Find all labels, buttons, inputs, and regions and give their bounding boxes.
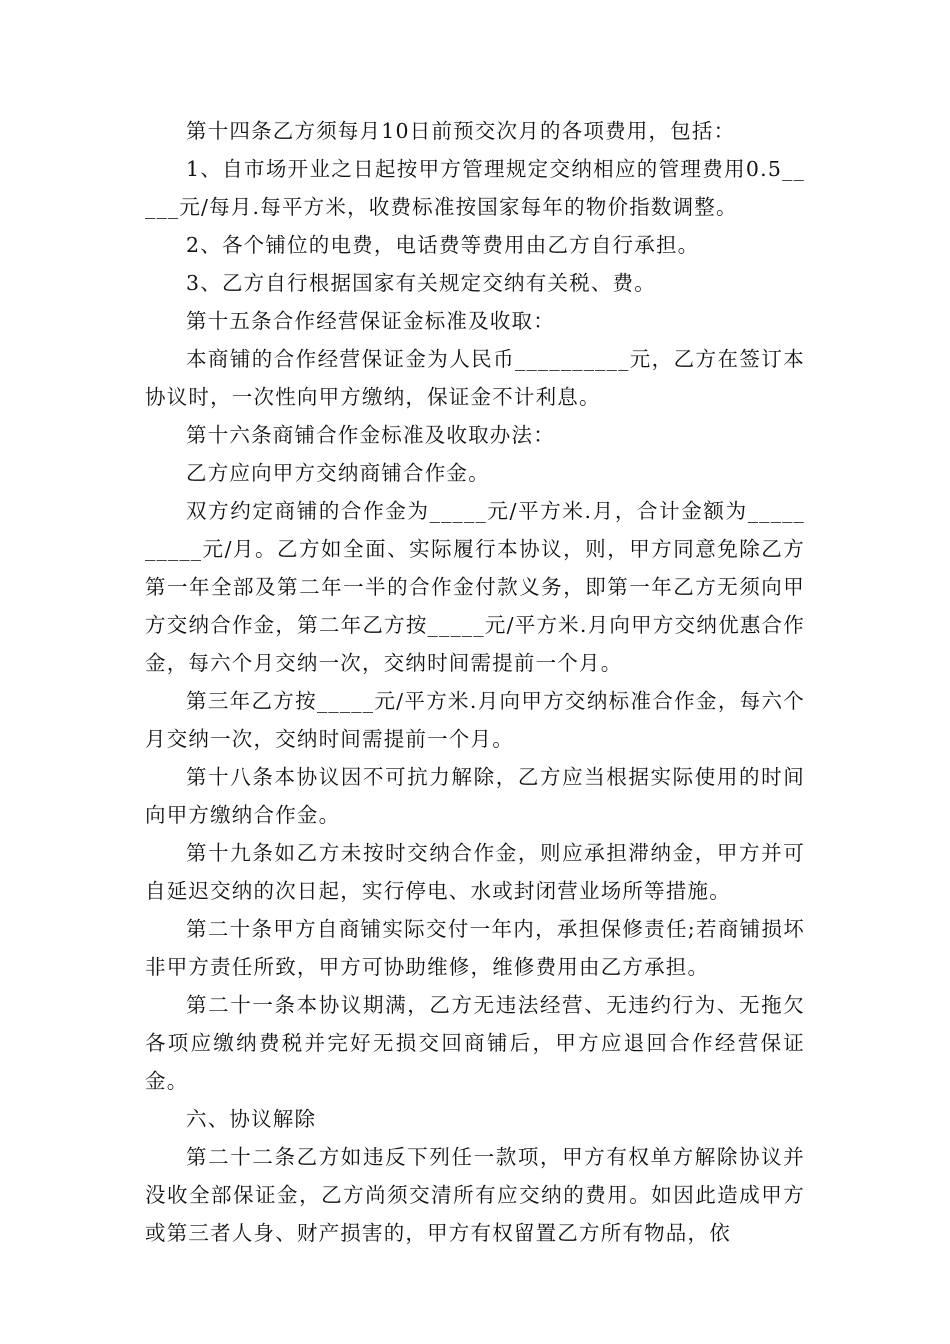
paragraph-third-year: 第三年乙方按_____元/平方米.月向甲方交纳标准合作金，每六个月交纳一次，交纳时间需提前一个月。 (145, 689, 805, 751)
paragraph-deposit-amount: 本商铺的合作经营保证金为人民币__________元，乙方在签订本协议时，一次性向甲方缴纳，保证金不计利息。 (145, 347, 805, 409)
paragraph-article-18: 第十八条本协议因不可抗力解除，乙方应当根据实际使用的时间向甲方缴纳合作金。 (145, 765, 805, 827)
paragraph-article-16: 第十六条商铺合作金标准及收取办法： (186, 423, 555, 447)
paragraph-article-15: 第十五条合作经营保证金标准及收取： (186, 309, 555, 333)
paragraph-item-1-management-fee: 1、自市场开业之日起按甲方管理规定交纳相应的管理费用0.5_____元/每月.每平方米，收费标准按国家每年的物价指数调整。 (145, 157, 805, 219)
paragraph-article-19: 第十九条如乙方未按时交纳合作金，则应承担滞纳金，甲方并可自延迟交纳的次日起，实行停电、水或封闭营业场所等措施。 (145, 841, 805, 903)
paragraph-item-2-utilities: 2、各个铺位的电费，电话费等费用由乙方自行承担。 (186, 233, 700, 257)
paragraph-article-20: 第二十条甲方自商铺实际交付一年内，承担保修责任;若商铺损坏非甲方责任所致，甲方可协助维修，维修费用由乙方承担。 (145, 917, 805, 979)
paragraph-cooperation-fee-terms: 双方约定商铺的合作金为_____元/平方米.月，合计金额为__________元/月。乙方如全面、实际履行本协议，则，甲方同意免除乙方第一年全部及第二年一半的合作金付款义务，即第一年乙方无须向甲方交纳合作金，第二年乙方按_____元/平方米.月向甲方交纳优惠合作金，每六个月交纳一次，交纳时间需提前一个月。 (145, 499, 805, 675)
paragraph-article-21: 第二十一条本协议期满，乙方无违法经营、无违约行为、无拖欠各项应缴纳费税并完好无损交回商铺后，甲方应退回合作经营保证金。 (145, 993, 805, 1093)
paragraph-article-22: 第二十二条乙方如违反下列任一款项，甲方有权单方解除协议并没收全部保证金，乙方尚须交清所有应交纳的费用。如因此造成甲方或第三者人身、财产损害的，甲方有权留置乙方所有物品，依 (145, 1145, 805, 1245)
paragraph-cooperation-fee-intro: 乙方应向甲方交纳商铺合作金。 (186, 461, 490, 485)
section-heading-termination: 六、协议解除 (186, 1107, 317, 1131)
paragraph-item-3-taxes: 3、乙方自行根据国家有关规定交纳有关税、费。 (186, 271, 656, 295)
paragraph-article-14: 第十四条乙方须每月10日前预交次月的各项费用，包括： (186, 119, 736, 143)
